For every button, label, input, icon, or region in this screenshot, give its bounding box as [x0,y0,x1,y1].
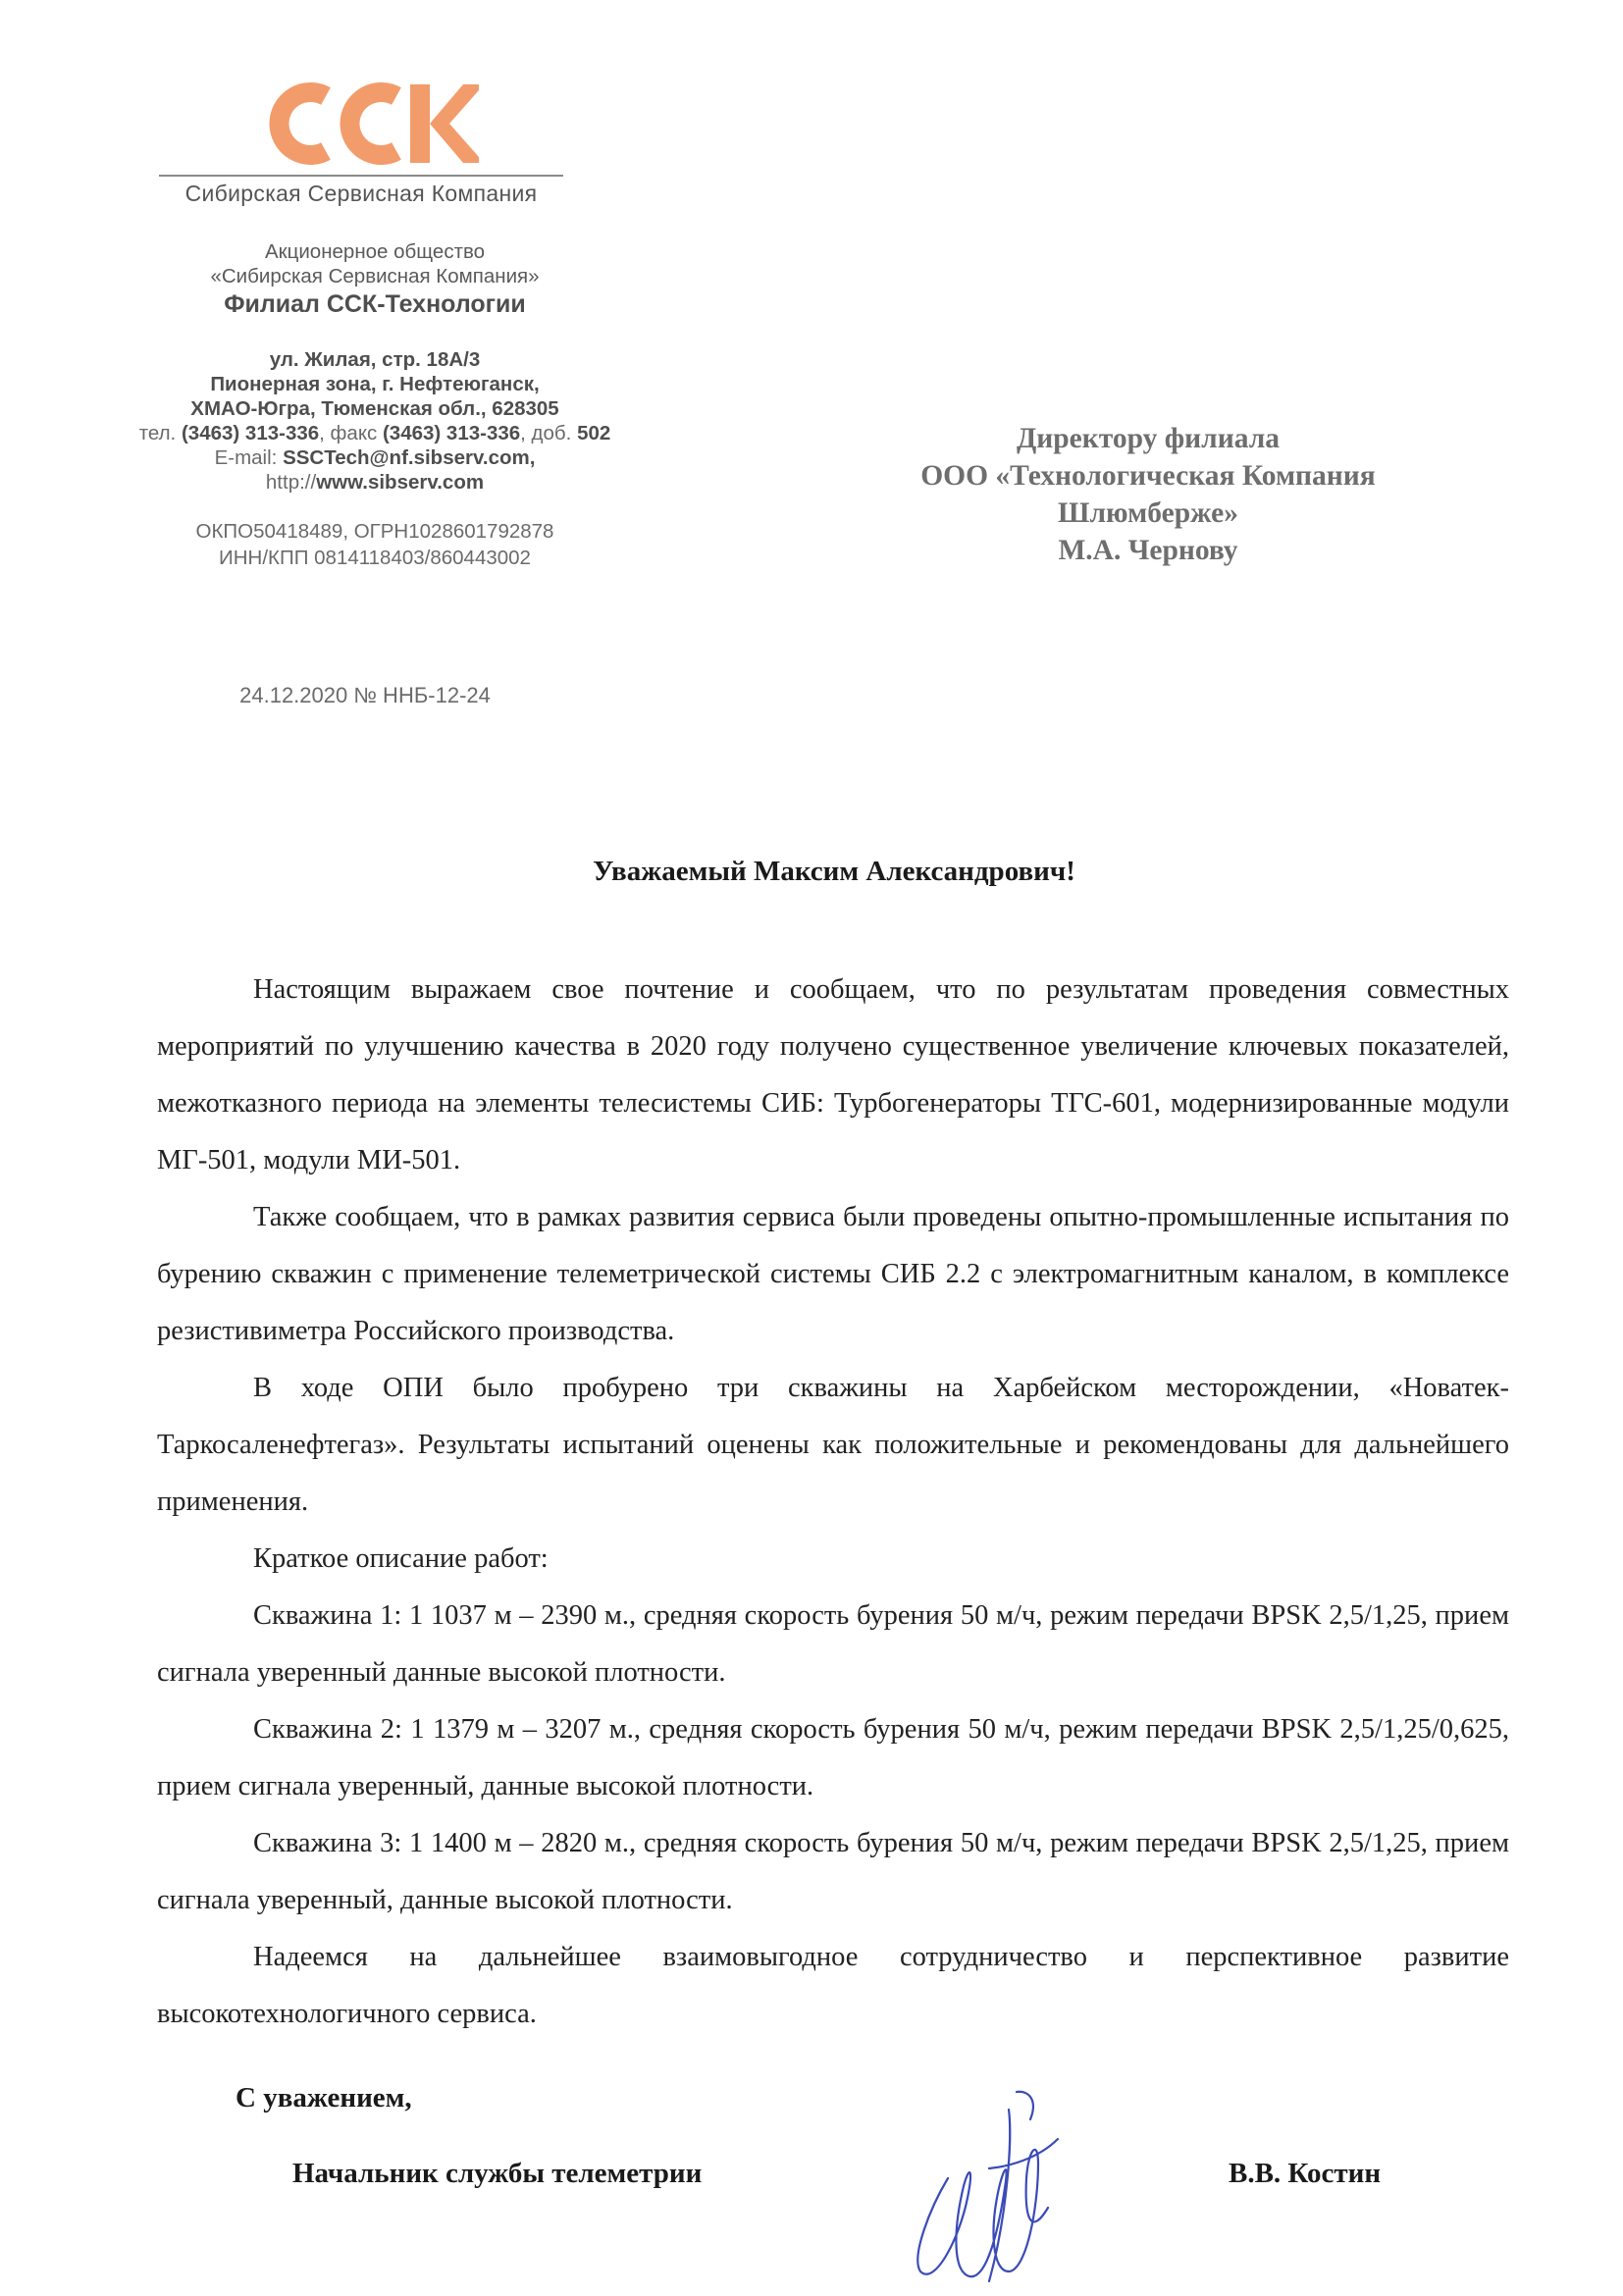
ext-number: 502 [577,422,611,444]
salutation: Уважаемый Максим Александрович! [593,856,1075,887]
org-full-name: «Сибирская Сервисная Компания» [210,265,540,287]
logo-divider [159,175,563,177]
addressee-line: М.А. Чернову [1058,535,1238,566]
body-paragraph: Скважина 3: 1 1400 м – 2820 м., средняя скорость бурения 50 м/ч, режим передачи BPSK 2,5/1,25, прием сигнала уверенный, данные высокой плотности. [157,1828,1509,1915]
address-line: ХМАО-Югра, Тюменская обл., 628305 [190,397,559,420]
web-line [94,470,655,495]
email-link[interactable]: SSCTech@nf.sibserv.com, [283,446,536,469]
addressee-line: Директору филиала [1016,423,1281,454]
fax-prefix: , факс [319,422,378,444]
closing-phrase: С уважением, [236,2082,412,2113]
address-line: Пионерная зона, г. Нефтеюганск, [210,373,540,395]
organization-block [110,239,640,320]
signer-name: В.В. Костин [1229,2158,1382,2189]
addressee-line: Шлюмберже» [1058,497,1238,529]
signer-position: Начальник службы телеметрии [292,2158,703,2189]
phone-line [94,421,655,445]
ext-prefix: , доб. [520,422,572,444]
branch-name: Филиал ССК-Технологии [224,290,526,318]
web-link[interactable]: www.sibserv.com [316,471,485,494]
okpo-ogrn: ОКПО50418489, ОГРН1028601792878 [195,520,554,543]
registration-block [110,518,640,571]
handwritten-signature [891,2070,1068,2286]
web-prefix: http:// [265,471,317,494]
addressee-line: ООО «Технологическая Компания [920,460,1376,492]
phone-number: (3463) 313-336 [181,422,320,444]
inn-kpp: ИНН/КПП 0814118403/860443002 [219,547,531,569]
fax-number: (3463) 313-336 [382,422,521,444]
body-paragraph: Также сообщаем, что в рамках развития сервиса были проведены опытно-промышленные испытания по бурению скважин с применение телеметрической системы СИБ 2.2 с электромагнитным каналом, в комплексе резистивиметра Российского производства. [157,1202,1509,1346]
email-prefix: E-mail: [214,446,278,469]
body-paragraph: Краткое описание работ: [253,1543,549,1574]
outgoing-reference: 24.12.2020 № ННБ-12-24 [239,683,491,707]
company-logo [257,82,479,165]
body-paragraph: Настоящим выражаем свое почтение и сообщаем, что по результатам проведения совместных мероприятий по улучшению качества в 2020 году получено существенное увеличение ключевых показателей, межотказного периода на элементы телесистемы СИБ: Турбогенераторы ТГС-601, модернизированные модули МГ-501, модули МИ-501. [157,974,1509,1175]
phone-prefix: тел. [138,422,177,444]
org-type: Акционерное общество [264,240,486,263]
body-paragraph: Скважина 2: 1 1379 м – 3207 м., средняя скорость бурения 50 м/ч, режим передачи BPSK 2,5/1,25/0,625, прием сигнала уверенный, данные высокой плотности. [157,1714,1509,1801]
body-paragraph: В ходе ОПИ было пробурено три скважины на Харбейском месторождении, «Новатек-Таркосаленефтегаз». Результаты испытаний оценены как положительные и рекомендованы для дальнейшего применения. [157,1373,1509,1517]
addressee-block [864,420,1433,569]
email-line [94,445,655,470]
body-paragraph: Надеемся на дальнейшее взаимовыгодное сотрудничество и перспективное развитие высокотехнологичного сервиса. [157,1942,1509,2029]
address-line: ул. Жилая, стр. 18А/3 [269,348,481,371]
company-name: Сибирская Сервисная Компания [184,181,538,206]
letter-body [157,962,1509,2043]
address-block [94,347,655,495]
body-paragraph: Скважина 1: 1 1037 м – 2390 м., средняя скорость бурения 50 м/ч, режим передачи BPSK 2,5/1,25, прием сигнала уверенный данные высокой плотности. [157,1600,1509,1688]
